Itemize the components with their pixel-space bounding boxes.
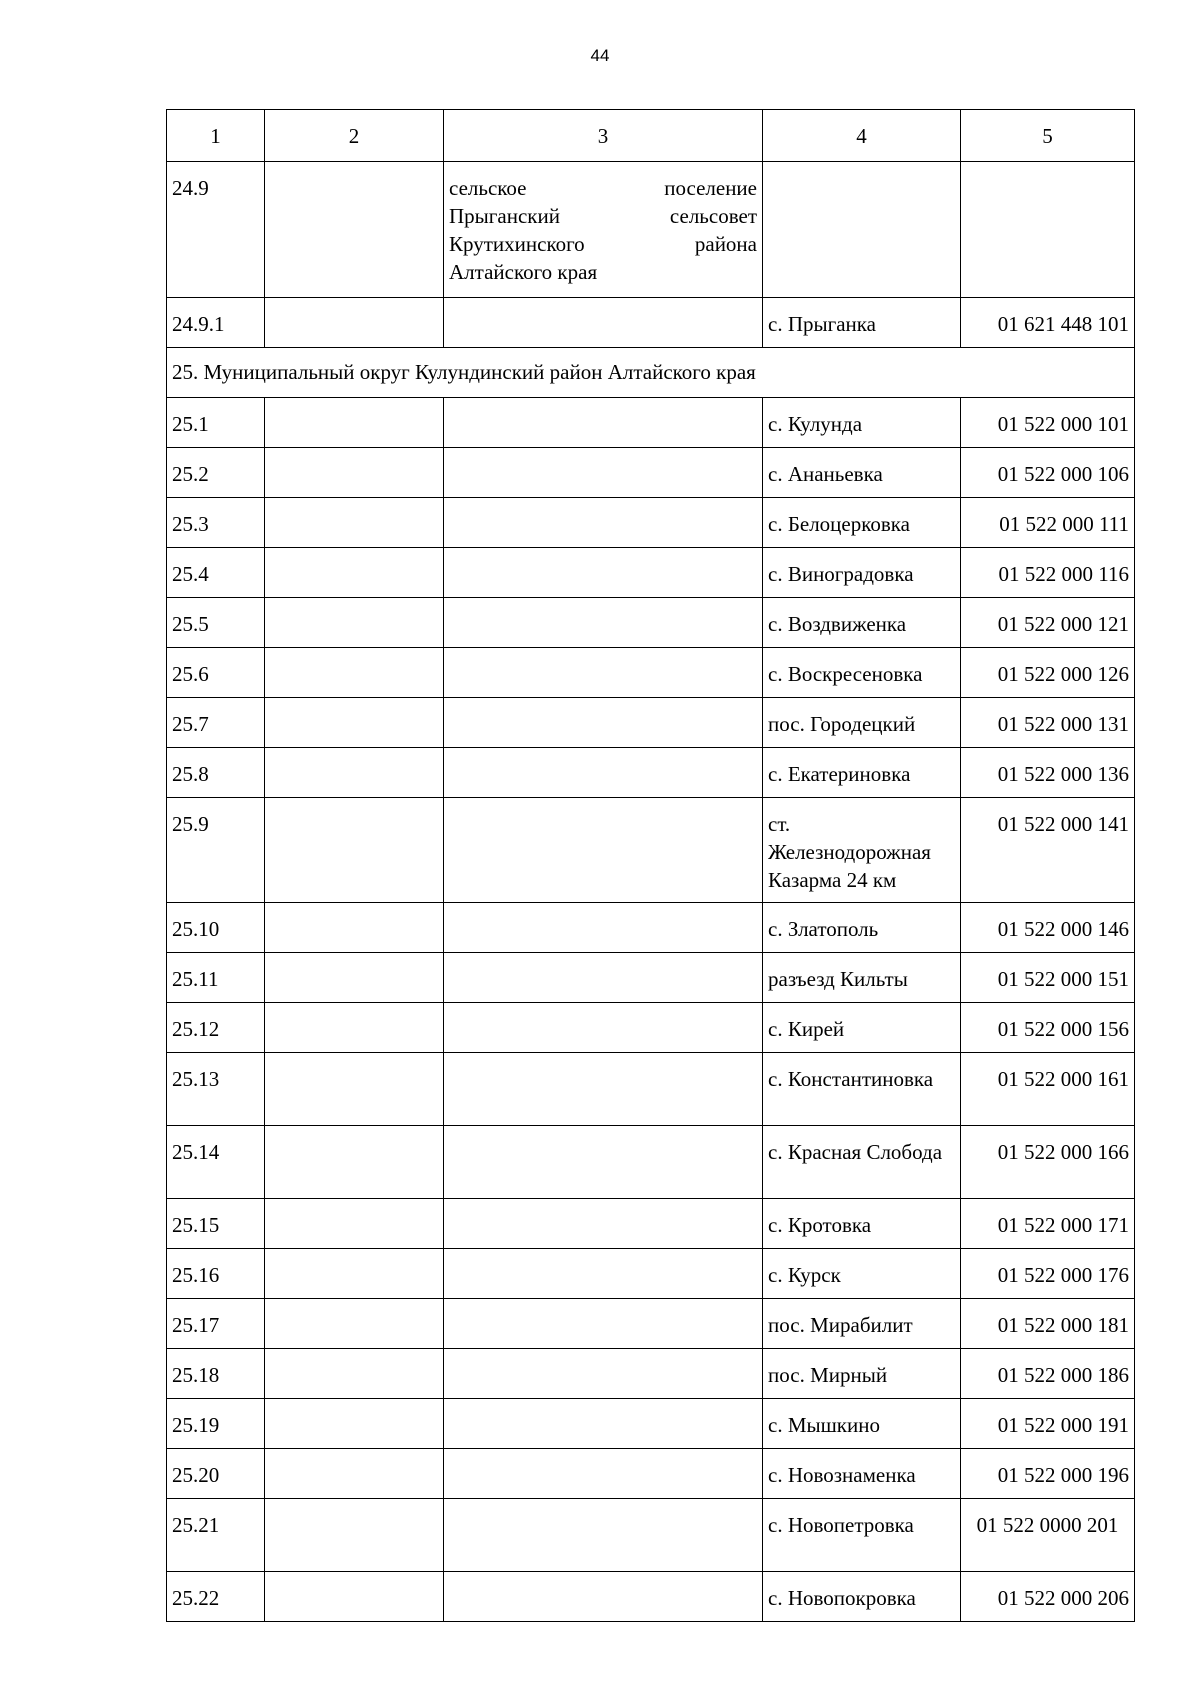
table-row: [167, 1399, 1135, 1449]
table-row: [167, 953, 1135, 1003]
settlement-name: с. Воздвиженка: [763, 598, 961, 648]
settlement-name: с. Екатериновка: [763, 748, 961, 798]
empty-cell: [444, 1449, 763, 1499]
table-row: [167, 748, 1135, 798]
settlement-name: с. Новознаменка: [763, 1449, 961, 1499]
municipality-name: [444, 162, 763, 298]
row-number: 25.1: [167, 398, 265, 448]
row-number: 25.13: [167, 1053, 265, 1126]
table-row: [167, 1299, 1135, 1349]
oktmo-code: 01 522 000 191: [961, 1399, 1135, 1449]
empty-cell: [444, 498, 763, 548]
empty-cell: [265, 448, 444, 498]
table-row: [167, 1349, 1135, 1399]
table-header-row: [167, 110, 1135, 162]
empty-cell: [265, 1349, 444, 1399]
oktmo-code: 01 522 000 151: [961, 953, 1135, 1003]
row-number: 25.9: [167, 798, 265, 903]
table-row: [167, 448, 1135, 498]
oktmo-code: 01 522 000 106: [961, 448, 1135, 498]
empty-cell: [444, 1399, 763, 1449]
oktmo-code: 01 522 000 196: [961, 1449, 1135, 1499]
settlements-table: [166, 109, 1135, 1622]
empty-cell: [265, 162, 444, 298]
section-row-25: [167, 348, 1135, 398]
settlement-name: с. Кулунда: [763, 398, 961, 448]
row-number: 25.16: [167, 1249, 265, 1299]
settlement-name: ст. Железнодорожная Казарма 24 км: [763, 798, 961, 903]
table-row-24-9-1: [167, 298, 1135, 348]
settlement-name: с. Белоцерковка: [763, 498, 961, 548]
empty-cell: [265, 298, 444, 348]
empty-cell: [444, 1003, 763, 1053]
empty-cell: [961, 162, 1135, 298]
empty-cell: [265, 698, 444, 748]
table-row: [167, 798, 1135, 903]
oktmo-code: 01 522 000 101: [961, 398, 1135, 448]
settlement-name: с. Ананьевка: [763, 448, 961, 498]
row-number: 25.14: [167, 1126, 265, 1199]
row-number: 25.18: [167, 1349, 265, 1399]
header-cell-2: 2: [265, 110, 444, 162]
empty-cell: [444, 1126, 763, 1199]
header-cell-3: 3: [444, 110, 763, 162]
oktmo-code: 01 522 000 131: [961, 698, 1135, 748]
empty-cell: [444, 953, 763, 1003]
empty-cell: [444, 398, 763, 448]
row-number: 25.22: [167, 1572, 265, 1622]
empty-cell: [265, 498, 444, 548]
empty-cell: [444, 598, 763, 648]
header-cell-1: 1: [167, 110, 265, 162]
empty-cell: [763, 162, 961, 298]
settlement-name: пос. Мирный: [763, 1349, 961, 1399]
settlement-name: разъезд Кильты: [763, 953, 961, 1003]
empty-cell: [265, 1053, 444, 1126]
oktmo-code: 01 522 000 181: [961, 1299, 1135, 1349]
empty-cell: [444, 798, 763, 903]
row-number: 25.10: [167, 903, 265, 953]
table-row-24-9: [167, 162, 1135, 298]
empty-cell: [265, 1299, 444, 1349]
empty-cell: [265, 903, 444, 953]
row-number: 25.5: [167, 598, 265, 648]
municipality-line: Крутихинского района: [449, 232, 757, 256]
empty-cell: [265, 1199, 444, 1249]
oktmo-code: 01 621 448 101: [961, 298, 1135, 348]
oktmo-code: 01 522 000 171: [961, 1199, 1135, 1249]
settlement-name: с. Новопетровка: [763, 1499, 961, 1572]
empty-cell: [265, 1399, 444, 1449]
empty-cell: [444, 1249, 763, 1299]
empty-cell: [444, 1199, 763, 1249]
empty-cell: [444, 548, 763, 598]
settlement-name: с. Курск: [763, 1249, 961, 1299]
oktmo-code: 01 522 000 121: [961, 598, 1135, 648]
table-row: [167, 1499, 1135, 1572]
oktmo-code: 01 522 000 186: [961, 1349, 1135, 1399]
oktmo-code: 01 522 000 156: [961, 1003, 1135, 1053]
settlement-name: с. Прыганка: [763, 298, 961, 348]
row-number: 25.8: [167, 748, 265, 798]
empty-cell: [265, 1499, 444, 1572]
settlement-name: с. Златополь: [763, 903, 961, 953]
row-number: 25.11: [167, 953, 265, 1003]
table-row: [167, 1572, 1135, 1622]
empty-cell: [444, 698, 763, 748]
oktmo-code: 01 522 000 206: [961, 1572, 1135, 1622]
table-row: [167, 548, 1135, 598]
header-cell-4: 4: [763, 110, 961, 162]
oktmo-code: 01 522 0000 201: [961, 1499, 1135, 1572]
row-number: 24.9: [167, 162, 265, 298]
table-row: [167, 1449, 1135, 1499]
empty-cell: [265, 648, 444, 698]
oktmo-code: 01 522 000 141: [961, 798, 1135, 903]
oktmo-code: 01 522 000 161: [961, 1053, 1135, 1126]
row-number: 25.3: [167, 498, 265, 548]
oktmo-code: 01 522 000 166: [961, 1126, 1135, 1199]
empty-cell: [265, 1249, 444, 1299]
row-number: 25.7: [167, 698, 265, 748]
oktmo-code: 01 522 000 146: [961, 903, 1135, 953]
empty-cell: [265, 1572, 444, 1622]
empty-cell: [265, 1126, 444, 1199]
row-number: 25.12: [167, 1003, 265, 1053]
settlement-rows: [167, 398, 1135, 1622]
settlement-name: с. Виноградовка: [763, 548, 961, 598]
empty-cell: [265, 398, 444, 448]
oktmo-code: 01 522 000 126: [961, 648, 1135, 698]
table-row: [167, 1199, 1135, 1249]
header-cell-5: 5: [961, 110, 1135, 162]
settlement-name: пос. Городецкий: [763, 698, 961, 748]
row-number: 25.6: [167, 648, 265, 698]
empty-cell: [265, 953, 444, 1003]
table-row: [167, 1249, 1135, 1299]
empty-cell: [265, 748, 444, 798]
empty-cell: [444, 748, 763, 798]
empty-cell: [444, 1349, 763, 1399]
empty-cell: [444, 1299, 763, 1349]
oktmo-code: 01 522 000 111: [961, 498, 1135, 548]
empty-cell: [444, 298, 763, 348]
section-title: 25. Муниципальный округ Кулундинский район Алтайского края: [167, 348, 1135, 398]
empty-cell: [444, 1053, 763, 1126]
oktmo-code: 01 522 000 136: [961, 748, 1135, 798]
table-row: [167, 1003, 1135, 1053]
row-number: 25.17: [167, 1299, 265, 1349]
empty-cell: [444, 903, 763, 953]
municipality-line: сельское поселение: [449, 176, 757, 200]
table-row: [167, 598, 1135, 648]
oktmo-code: 01 522 000 176: [961, 1249, 1135, 1299]
row-number: 24.9.1: [167, 298, 265, 348]
row-number: 25.4: [167, 548, 265, 598]
table-row: [167, 498, 1135, 548]
table-row: [167, 1126, 1135, 1199]
row-number: 25.19: [167, 1399, 265, 1449]
empty-cell: [444, 1499, 763, 1572]
table-row: [167, 648, 1135, 698]
page-number: 44: [590, 46, 610, 65]
table-row: [167, 903, 1135, 953]
settlement-name: с. Кротовка: [763, 1199, 961, 1249]
table-row: [167, 698, 1135, 748]
row-number: 25.20: [167, 1449, 265, 1499]
empty-cell: [265, 798, 444, 903]
settlement-name: с. Новопокровка: [763, 1572, 961, 1622]
municipality-line: Алтайского края: [449, 260, 598, 284]
settlement-name: с. Мышкино: [763, 1399, 961, 1449]
settlement-name: с. Воскресеновка: [763, 648, 961, 698]
empty-cell: [444, 1572, 763, 1622]
empty-cell: [265, 1449, 444, 1499]
empty-cell: [444, 448, 763, 498]
empty-cell: [265, 598, 444, 648]
oktmo-code: 01 522 000 116: [961, 548, 1135, 598]
row-number: 25.21: [167, 1499, 265, 1572]
table-row: [167, 398, 1135, 448]
row-number: 25.15: [167, 1199, 265, 1249]
empty-cell: [444, 648, 763, 698]
municipality-line: Прыганский сельсовет: [449, 204, 757, 228]
settlement-name: с. Кирей: [763, 1003, 961, 1053]
empty-cell: [265, 548, 444, 598]
settlement-name: пос. Мирабилит: [763, 1299, 961, 1349]
settlement-name: с. Красная Слобода: [763, 1126, 961, 1199]
table-row: [167, 1053, 1135, 1126]
settlement-name: с. Константиновка: [763, 1053, 961, 1126]
row-number: 25.2: [167, 448, 265, 498]
empty-cell: [265, 1003, 444, 1053]
